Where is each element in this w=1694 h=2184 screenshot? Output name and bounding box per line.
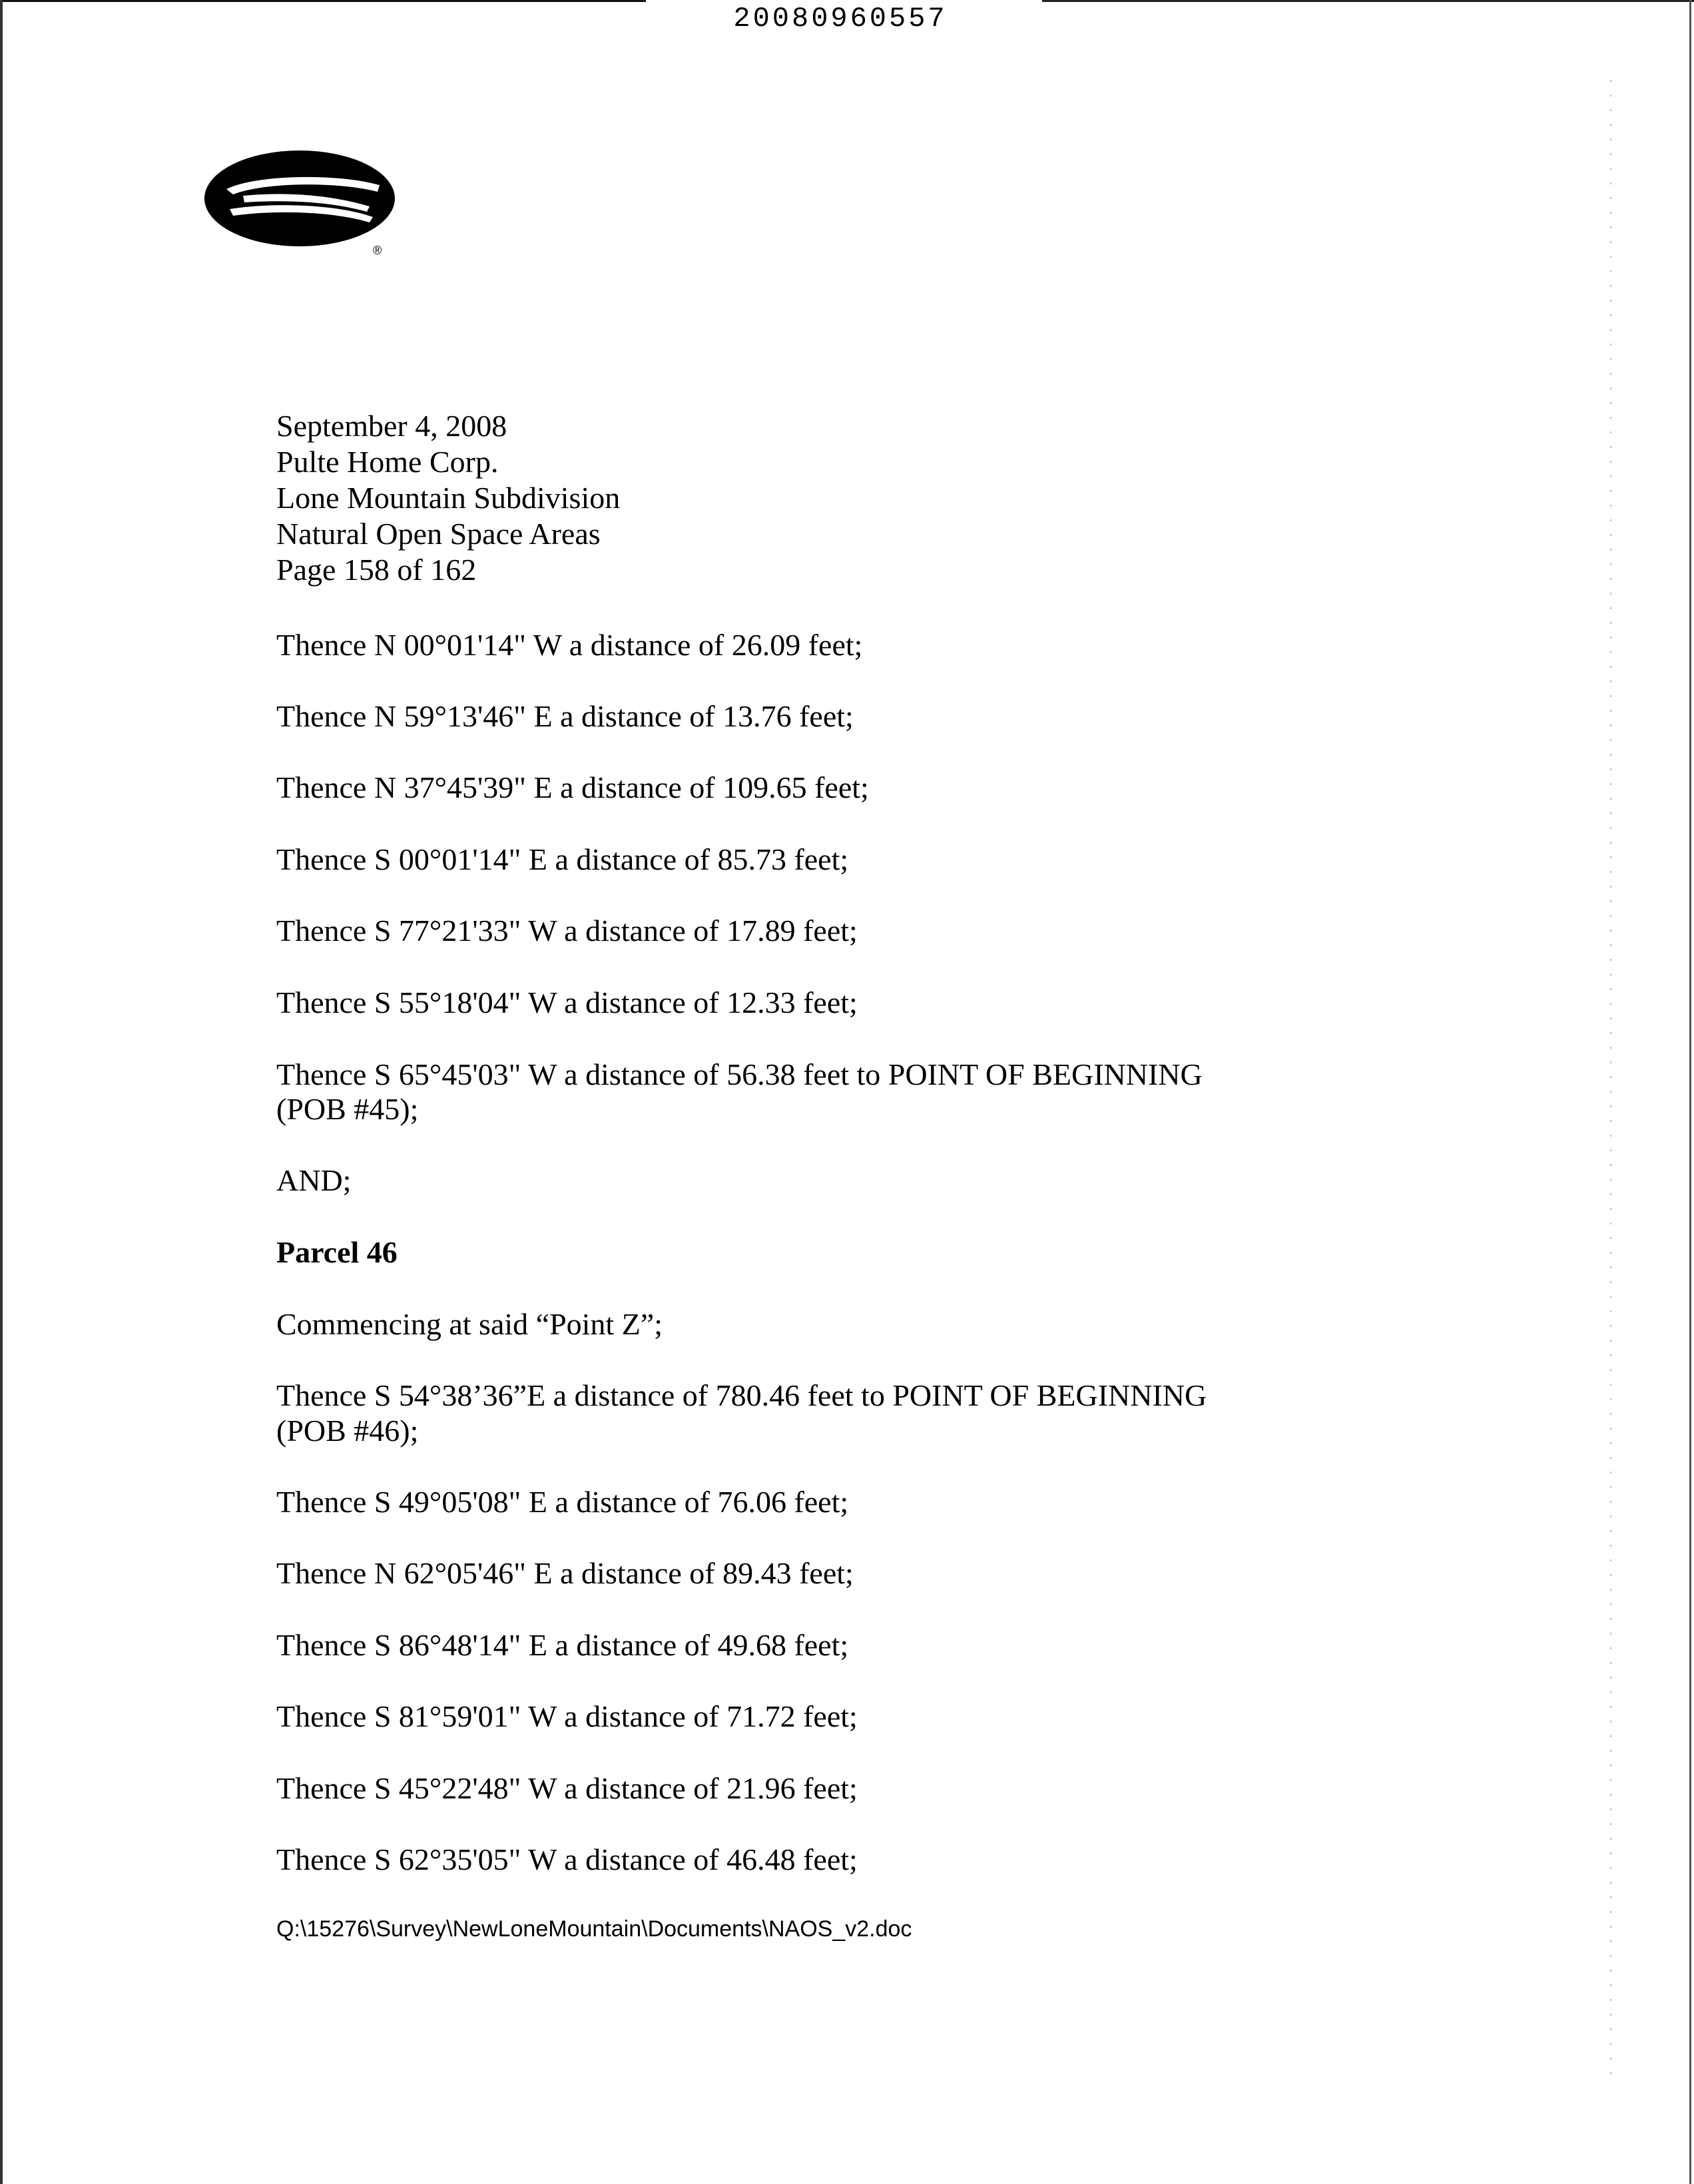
course-line: Thence N 62°05'46" E a distance of 89.43 feet; — [276, 1556, 854, 1590]
course-line: Thence S 86°48'14" E a distance of 49.68 feet; — [276, 1628, 849, 1662]
registered-mark: ® — [373, 244, 382, 257]
parcel-heading: Parcel 46 — [276, 1235, 398, 1269]
and-connector: AND; — [276, 1163, 352, 1197]
scan-right-dots — [1610, 80, 1611, 2077]
course-line: Thence S 55°18'04" W a distance of 12.33 feet; — [276, 985, 858, 1019]
pob46-line-2: (POB #46); — [276, 1414, 419, 1448]
company-s-logo-icon — [203, 148, 403, 258]
course-line: Thence S 45°22'48" W a distance of 21.96 feet; — [276, 1771, 858, 1805]
header-date: September 4, 2008 — [276, 409, 507, 443]
scan-top-rule-left — [0, 0, 646, 2]
scan-top-rule-right — [1042, 0, 1694, 2]
header-client: Pulte Home Corp. — [276, 445, 499, 479]
header-subject: Natural Open Space Areas — [276, 517, 601, 551]
recording-number — [0, 3, 1694, 35]
header-page: Page 158 of 162 — [276, 553, 477, 587]
header-block — [276, 408, 620, 588]
file-path-footer: Q:\15276\Survey\NewLoneMountain\Documents\NAOS_v2.doc — [276, 1916, 912, 1942]
pob45-line-2: (POB #45); — [276, 1092, 419, 1126]
pob46-line-1: Thence S 54°38’36”E a distance of 780.46 feet to POINT OF BEGINNING — [276, 1378, 1207, 1412]
commencing-line: Commencing at said “Point Z”; — [276, 1307, 663, 1341]
course-line: Thence S 77°21'33" W a distance of 17.89 feet; — [276, 914, 858, 948]
course-line: Thence N 37°45'39" E a distance of 109.65 feet; — [276, 770, 869, 804]
pob45-line-1: Thence S 65°45'03" W a distance of 56.38 feet to POINT OF BEGINNING — [276, 1057, 1203, 1091]
header-project: Lone Mountain Subdivision — [276, 481, 621, 515]
course-line: Thence S 62°35'05" W a distance of 46.48 feet; — [276, 1842, 858, 1876]
course-line: Thence S 00°01'14" E a distance of 85.73 feet; — [276, 842, 849, 876]
course-line: Thence S 49°05'08" E a distance of 76.06 feet; — [276, 1485, 849, 1519]
scan-left-edge — [0, 0, 3, 2184]
course-line: Thence S 81°59'01" W a distance of 71.72 feet; — [276, 1699, 858, 1733]
course-line: Thence N 59°13'46" E a distance of 13.76 feet; — [276, 699, 854, 733]
course-line: Thence N 00°01'14" W a distance of 26.09 feet; — [276, 628, 863, 662]
recording-number-text: 20080960557 — [733, 3, 948, 35]
scan-right-edge — [1689, 0, 1691, 2184]
